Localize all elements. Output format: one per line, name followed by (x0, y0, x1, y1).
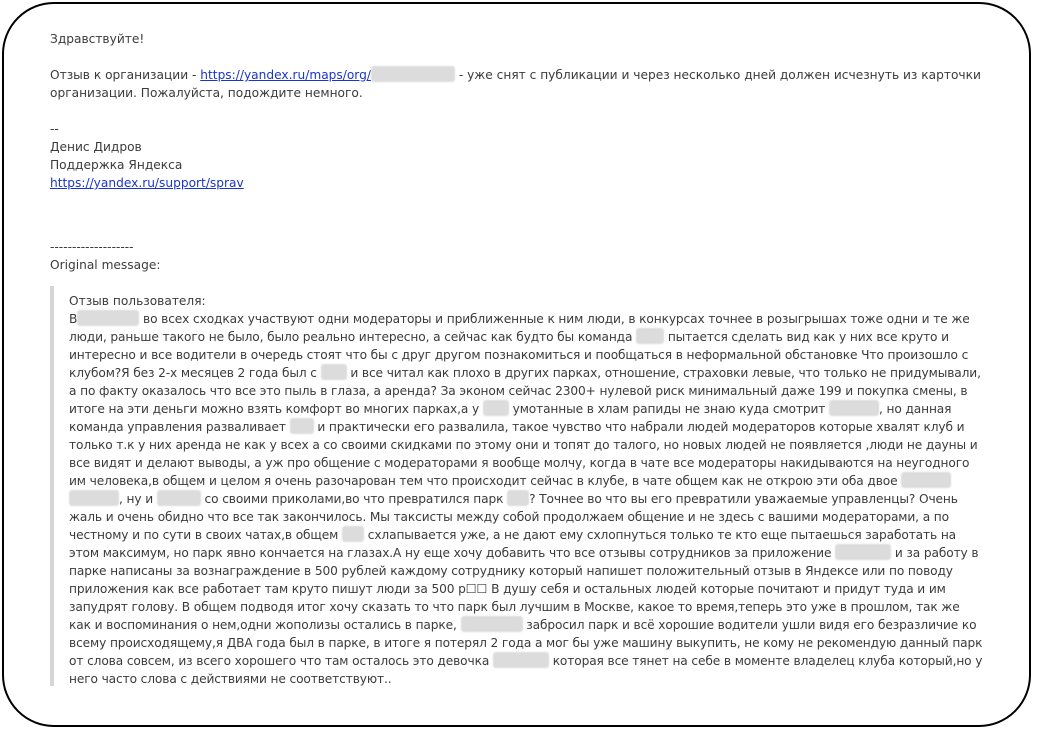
greeting: Здравствуйте! (50, 32, 145, 46)
redacted-org-id (371, 66, 455, 82)
signature-dash: -- (50, 122, 59, 136)
review-text: В во всех сходках участвуют одни модераторы и приближенные к ним люди, в конкурсах точнее в розыгрышах тоже одни и те же люди, раньше такого не было, было реально интересно, а сейчас как будто бы команда пытается сделать вид как у них все круто и интересно и все водители в очередь стоят что бы с друг другом познакомиться и пообщаться в неформальной обстановке Что произошло с клубом?Я без 2-х месяцев 2 года был с и все читал как плохо в других парках, отношение, страховки левые, что только не придумывали, а по факту оказалось что все это пыль в глаза, а аренда? За эконом сейчас 2300+ нулевой риск минимальный даже 199 и покупка смены, в итоге на эти деньги можно взять комфорт во многих парках,а у умотанные в хлам рапиды не знаю куда смотрит , но данная команда управления разваливает и практически его развалила, такое чувство что набрали людей модераторов которые хвалят клуб и только т.к у них аренда не как у всех а со своими скидками по этому они и топят до талого, но новых людей не появляется ,люди не дауны и все видят и делают выводы, а уж про общение с модераторами я вообще молчу, когда в чате все модераторы накидываются на неугодного им человека,в общем и целом я очень разочарован тем что происходит сейчас в клубе, в чате общем как не открою эти оба двое , ну и со своими приколами,во что превратился парк ? Точнее во что вы его превратили уважаемые управленцы? Очень жаль и очень обидно что все так закончилось. Мы таксисты между собой продолжаем общение и не здесь с вашими модераторами, а по честному и по сути в своих чатах,в общем схлапывается уже, а не дают ему схлопнуться только те кто еще пытаешься заработать на этом максимум, но парк явно кончается на глазах.А ну еще хочу добавить что все отзывы сотрудников за приложение и за работу в парке написаны за вознаграждение в 500 рублей каждому сотруднику который напишет положительный отзыв в Яндексе или по поводу приложения как все работает там круто пишут люди за 500 р☐☐ В душу себя и остальных людей которые почитают и придут туда и им запудрят голову. В общем подводя итог хочу сказать то что парк был лучшим в Москве, какое то время,теперь это уже в прошлом, так же как и воспоминания о нем,одни жополизы остались в парке, забросил парк и всё хорошие водители ушли видя его безразличие ко всему происходящему,я ДВА года был в парке, в итоге я потерял 2 года а мог бы уже машину выкупить, не кому не рекомендую данный парк от слова совсем, из всего хорошего что там осталось это девочка которая все тянет на себе в моменте владелец клуба который,но у него часто слова с действиями не соответствуют.. (69, 312, 983, 686)
email-body (50, 30, 985, 686)
support-link[interactable]: https://yandex.ru/support/sprav (50, 176, 244, 190)
message-separator: ------------------- (50, 240, 134, 254)
signature-team: Поддержка Яндекса (50, 158, 183, 172)
review-notice: Отзыв к организации - https://yandex.ru/maps/org/ - уже снят с публикации и через несколько дней должен исчезнуть из карточки организации. Пожалуйста, подождите немного. (50, 68, 981, 100)
review-link[interactable]: https://yandex.ru/maps/org/ (200, 68, 371, 82)
quoted-review (50, 286, 985, 686)
original-message-label: Original message: (50, 258, 161, 272)
signature-name: Денис Дидров (50, 140, 142, 154)
quote-title: Отзыв пользователя: (69, 294, 206, 308)
